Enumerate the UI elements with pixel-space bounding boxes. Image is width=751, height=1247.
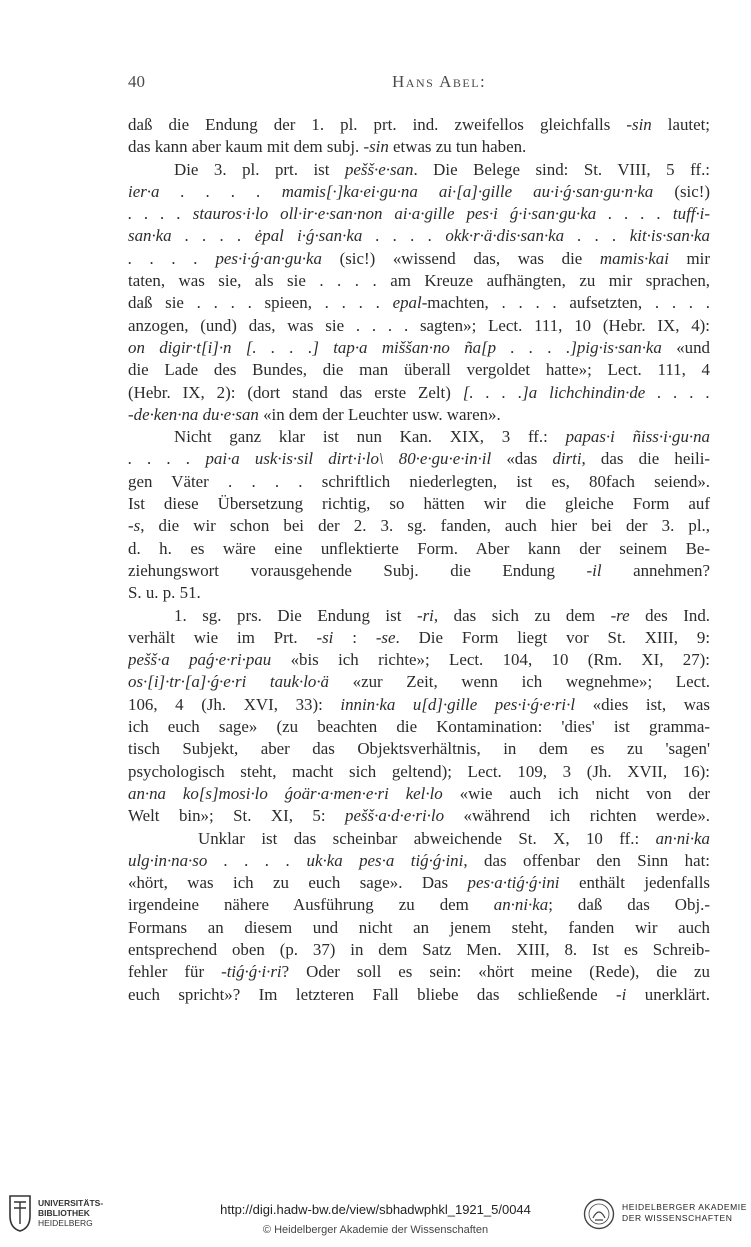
text-line: Nicht ganz klar ist nun Kan. XIX, 3 ff.: papas·i ñiss·i·gu·na	[174, 427, 710, 447]
text-line: fehler für -tiǵ·ǵ·i·ri? Oder soll es sein: «hört meine (Rede), die zu	[128, 962, 710, 982]
text-line: euch spricht»? Im letzteren Fall bliebe das schließende -i unerklärt.	[128, 984, 710, 1004]
text-line: Ist diese Übersetzung richtig, so hätten wir die gleiche Form auf	[128, 494, 710, 514]
text-line: (Hebr. IX, 2): (dort stand das erste Zelt) [. . . .]a lichchindin·de . . . .	[128, 382, 710, 402]
text-line: san·ka . . . . ėpal i·ǵ·san·ka . . . . okk·r·ä·dis·san·ka . . . kit·is·san·ka	[128, 226, 710, 246]
text-line: anzogen, (und) das, was sie . . . . sagten»; Lect. 111, 10 (Hebr. IX, 4):	[128, 315, 710, 335]
library-line-3: HEIDELBERG	[38, 1218, 93, 1228]
permalink-url[interactable]: http://digi.hadw-bw.de/view/sbhadwphkl_1921_5/0044	[220, 1202, 531, 1217]
text-line: d. h. es wäre eine unflektierte Form. Aber kann der seinem Be-	[128, 538, 710, 558]
text-line: S. u. p. 51.	[128, 583, 201, 603]
text-line: daß sie . . . . spieen, . . . . epal-machten, . . . . aufsetzten, . . . .	[128, 293, 710, 313]
text-line: Die 3. pl. prt. ist pešš·e·san. Die Belege sind: St. VIII, 5 ff.:	[174, 159, 710, 179]
academy-line-2: DER WISSENSCHAFTEN	[622, 1213, 733, 1223]
text-line: on digir·t[i]·n [. . . .] tap·a miššan·no ña[p . . . .]pig·is·san·ka «und	[128, 337, 710, 357]
text-line: taten, was sie, als sie . . . . am Kreuze aufhängten, zu mir sprachen,	[128, 271, 710, 291]
text-line: ziehungswort vorausgehende Subj. die Endung -il annehmen?	[128, 560, 710, 580]
academy-name	[622, 1202, 747, 1224]
text-line: 1. sg. prs. Die Endung ist -ri, das sich zu dem -re des Ind.	[174, 605, 710, 625]
text-line: ulg·in·na·so . . . . uk·ka pes·a tiǵ·ǵ·ini, das offenbar den Sinn hat:	[128, 850, 710, 870]
text-line: ier·a . . . . mamis[·]ka·ei·gu·na ai·[a]·gille au·i·ǵ·san·gu·n·ka (sic!)	[128, 181, 710, 201]
library-line-1: UNIVERSITÄTS-	[38, 1198, 104, 1208]
text-line: tisch Subjekt, aber das Objektsverhältnis, in dem es zu 'sagen'	[128, 739, 710, 759]
text-line: ich euch sage» (zu beachten die Kontamination: 'dies' ist gramma-	[128, 717, 710, 737]
text-line: os·[i]·tr·[a]·ǵ·e·ri tauk·lo·ä «zur Zeit, wenn ich wegnehme»; Lect.	[128, 672, 710, 692]
page-number: 40	[128, 72, 145, 91]
library-line-2: BIBLIOTHEK	[38, 1208, 90, 1218]
text-line: -de·ken·na du·e·san «in dem der Leuchter usw. waren».	[128, 404, 501, 424]
body-text	[128, 114, 710, 1006]
academy-line-1: HEIDELBERGER AKADEMIE	[622, 1202, 748, 1212]
running-head: Hans Abel:	[392, 72, 487, 91]
text-line: Unklar ist das scheinbar abweichende St. X, 10 ff.: an·ni·ka	[198, 828, 710, 848]
text-line: pešš·a paǵ·e·ri·pau «bis ich richte»; Lect. 104, 10 (Rm. XI, 27):	[128, 650, 710, 670]
text-line: das kann aber kaum mit dem subj. -sin etwas zu tun haben.	[128, 137, 527, 157]
text-line: die Lade des Bundes, die man überall vergoldet hatte»; Lect. 111, 4	[128, 360, 710, 380]
page-header	[128, 72, 710, 94]
text-line: an·na ko[s]mosi·lo ǵoär·a·men·e·ri kel·lo «wie auch ich nicht von der	[128, 783, 710, 803]
text-line: . . . . pes·i·ǵ·an·gu·ka (sic!) «wissend das, was die mamis·kai mir	[128, 248, 710, 268]
text-line: gen Väter . . . . schriftlich niederlegten, ist es, 80fach seiend».	[128, 471, 710, 491]
text-line: irgendeine nähere Ausführung zu dem an·ni·ka; daß das Obj.-	[128, 895, 710, 915]
text-line: entsprechend oben (p. 37) in dem Satz Men. XIII, 8. Ist es Schreib-	[128, 939, 710, 959]
footer	[0, 1188, 751, 1247]
text-line: psychologisch steht, macht sich geltend); Lect. 109, 3 (Jh. XVII, 16):	[128, 761, 710, 781]
text-line: . . . . stauros·i·lo oll·ir·e·san·non ai·a·gille pes·i ǵ·i·san·gu·ka . . . . tuff·i-	[128, 204, 710, 224]
text-line: . . . . pai·a usk·is·sil dirt·i·lo\ 80·e·gu·e·in·il «das dirti, das die heili-	[128, 449, 710, 469]
text-line: -s, die wir schon bei der 2. 3. sg. fanden, auch hier bei der 3. pl.,	[128, 516, 710, 536]
text-line: Welt bin»; St. XI, 5: pešš·a·d·e·ri·lo «während ich richten werde».	[128, 806, 710, 826]
copyright-notice: © Heidelberger Akademie der Wissenschaften	[262, 1224, 489, 1236]
text-line: verhält wie im Prt. -si : -se. Die Form liegt vor St. XIII, 9:	[128, 627, 710, 647]
text-line: «hört, was ich zu euch sage». Das pes·a·tiǵ·ǵ·ini enthält jedenfalls	[128, 873, 710, 893]
academy-seal-icon	[583, 1198, 615, 1230]
text-line: 106, 4 (Jh. XVI, 33): innin·ka u[d]·gille pes·i·ǵ·e·ri·l «dies ist, was	[128, 694, 710, 714]
text-line: daß die Endung der 1. pl. prt. ind. zweifellos gleichfalls -sin lautet;	[128, 115, 710, 134]
text-line: Formans an diesem und nicht an jenem steht, fanden wir auch	[128, 917, 710, 937]
